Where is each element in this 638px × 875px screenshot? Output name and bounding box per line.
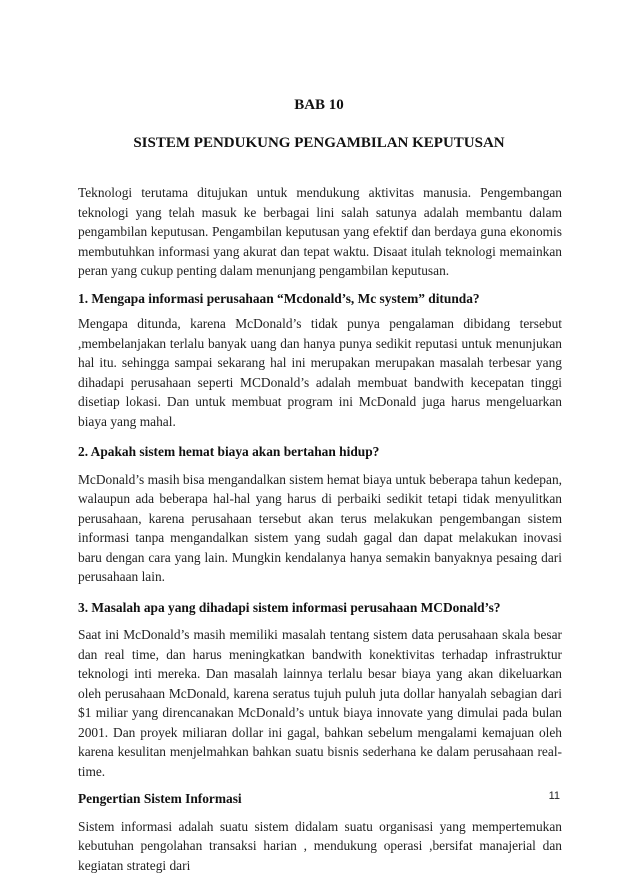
chapter-label: BAB 10 [0, 96, 638, 114]
intro-paragraph: Teknologi terutama ditujukan untuk mendukung aktivitas manusia. Pengembangan teknologi yang telah masuk ke berbagai lini salah satunya adalah membantu dalam pengambilan keputusan. Pengambilan keputusan yang efektif dan berdaya guna ekonomis membutuhkan informasi yang akurat dan tepat waktu. Disaat itulah teknologi memainkan peran yang cukup penting dalam menunjang pengambilan keputusan. [78, 183, 562, 281]
document-body [78, 183, 562, 875]
question-2-answer: McDonald’s masih bisa mengandalkan sistem hemat biaya untuk beberapa tahun kedepan, walaupun ada beberapa hal-hal yang harus di perbaiki sedikit tetapi tidak menyulitkan perusahaan, karena perusahaan tersebut akan terus melakukan pengembangan sistem informasi tanpa mengandalkan sistem yang sudah gagal dan dapat melakukan inovasi baru dengan cara yang lain. Mungkin kendalanya hanya semakin banyaknya pesaing dari perusahaan lain. [78, 470, 562, 587]
section-heading-sistem-informasi: Pengertian Sistem Informasi [78, 789, 562, 809]
question-3-answer: Saat ini McDonald’s masih memiliki masalah tentang sistem data perusahaan skala besar dan real time, dan harus meningkatkan bandwith konektivitas terhadap infrastruktur teknologi inti mereka. Dan masalah lainnya terlalu besar biaya yang akan dikeluarkan oleh perusahaan McDonald, karena seratus tujuh puluh juta dollar hanyalah sebagian dari $1 miliar yang direncanakan McDonald’s untuk biaya innovate yang dimulai pada bulan 2001. Dan proyek miliaran dollar ini gagal, bahkan sebelum mengalami kemajuan oleh karena kesulitan menjelmahkan bahkan suatu bisnis sederhana ke dalam perusahaan real-time. [78, 625, 562, 781]
page-number: 11 [549, 790, 560, 803]
question-2-heading: 2. Apakah sistem hemat biaya akan bertahan hidup? [78, 442, 562, 462]
chapter-title: SISTEM PENDUKUNG PENGAMBILAN KEPUTUSAN [0, 134, 638, 152]
section-body-sistem-informasi: Sistem informasi adalah suatu sistem didalam suatu organisasi yang mempertemukan kebutuhan pengolahan transaksi harian , mendukung operasi ,bersifat manajerial dan kegiatan strategi dari [78, 817, 562, 875]
question-3-heading: 3. Masalah apa yang dihadapi sistem informasi perusahaan MCDonald’s? [78, 598, 562, 618]
question-1-answer: Mengapa ditunda, karena McDonald’s tidak punya pengalaman dibidang tersebut ,membelanjakan terlalu banyak uang dan hanya punya sedikit reputasi untuk menunjukan hal itu. sehingga sampai sekarang hal ini merupakan merupakan masalah terbesar yang dihadapi perusahaan seperti MCDonald’s adalah membuat bandwith kecepatan tinggi disetiap lokasi. Dan untuk membuat program ini McDonald juga harus mengeluarkan biaya yang mahal. [78, 314, 562, 431]
question-1-heading: 1. Mengapa informasi perusahaan “Mcdonald’s, Mc system” ditunda? [78, 289, 562, 309]
